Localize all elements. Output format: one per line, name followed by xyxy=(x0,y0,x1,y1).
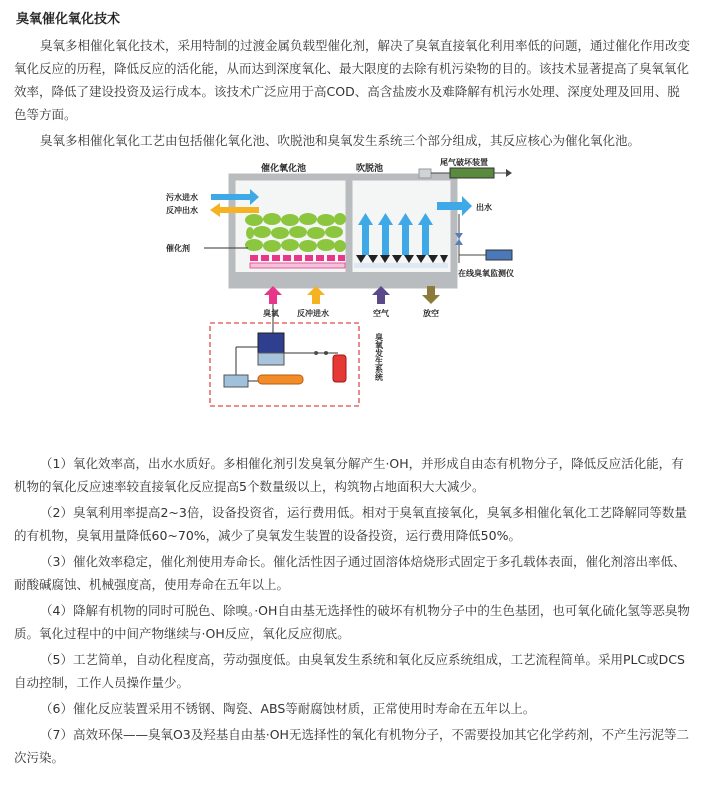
feature-item-4: （4）降解有机物的同时可脱色、除嗅。·OH自由基无选择性的破坏有机物分子中的生色基团，也可氧化硫化氢等恶臭物质。氧化过程中的中间产物继续与·OH反应，氧化反应彻底。 xyxy=(14,603,690,641)
label-catalytic-tank: 催化氧化池 xyxy=(261,164,307,174)
catalyst-bed xyxy=(245,213,346,252)
backwash-in-arrow xyxy=(307,286,325,304)
oxygen-cylinder-icon xyxy=(333,355,346,382)
feature-list xyxy=(14,452,690,772)
label-catalyst: 催化剂 xyxy=(166,244,190,253)
feature-item-7: （7）高效环保——臭氧O3及羟基自由基·OH无选择性的氧化有机物分子，不需要投加其它化学药剂，不产生污泥等二次污染。 xyxy=(14,727,689,765)
air-tank-icon xyxy=(258,375,303,384)
drain-arrow xyxy=(422,286,440,304)
label-drain: 放空 xyxy=(423,309,439,318)
label-backwash-in: 反冲进水 xyxy=(297,309,329,318)
label-stripping-tank: 吹脱池 xyxy=(356,164,384,174)
label-backwash-out: 反冲出水 xyxy=(166,206,198,215)
page-title: 臭氧催化氧化技术 xyxy=(16,12,121,27)
tank-floor xyxy=(232,272,454,285)
intro-paragraph-1: 臭氧多相催化氧化技术，采用特制的过渡金属负载型催化剂，解决了臭氧直接氧化利用率低的问题，通过催化作用改变氧化反应的历程，降低反应的活化能，从而达到深度氧化、最大限度的去除有机污染物的目的。该技术显著提高了臭氧氧化效率，降低了建设投资及运行成本。该技术广泛应用于高COD、高含盐废水及难降解有机污水处理、深度处理及回用、脱色等方面。 xyxy=(14,38,691,122)
air-in-arrow xyxy=(372,286,390,304)
ozone-generator-icon xyxy=(258,333,284,353)
label-water-out: 出水 xyxy=(476,203,492,212)
ozone-in-arrow xyxy=(264,286,282,304)
tail-gas-cap xyxy=(419,169,431,178)
intro-paragraph-2: 臭氧多相催化氧化工艺由包括催化氧化池、吹脱池和臭氧发生系统三个部分组成，其反应核心为催化氧化池。 xyxy=(40,133,641,148)
process-diagram xyxy=(166,157,542,415)
feature-item-2: （2）臭氧利用率提高2~3倍，设备投资省，运行费用低。相对于臭氧直接氧化，臭氧多相催化氧化工艺降解同等数量的有机物，臭氧用量降低60~70%，减少了臭氧发生装置的设备投资，运行费用降低50%。 xyxy=(14,505,687,543)
feature-item-5: （5）工艺简单，自动化程度高，劳动强度低。由臭氧发生系统和氧化反应系统组成，工艺流程简单。采用PLC或DCS自动控制，工作人员操作量少。 xyxy=(14,652,685,690)
label-ozone-system: 臭氧发生系统 xyxy=(374,333,384,381)
ozone-monitor-icon xyxy=(486,250,512,260)
feature-item-1: （1）氧化效率高，出水水质好。多相催化剂引发臭氧分解产生·OH，并形成自由态有机物分子，降低反应活化能，有机物的氧化反应速率较直接氧化反应提高5个数量级以上，构筑物占地面积大大减少。 xyxy=(14,456,684,494)
label-sewage-in: 污水进水 xyxy=(166,193,198,202)
label-tail-gas: 尾气破坏装置 xyxy=(440,158,488,167)
feature-item-3: （3）催化效率稳定，催化剂使用寿命长。催化活性因子通过固溶体焙烧形式固定于多孔载体表面，催化剂溶出率低、耐酸碱腐蚀、机械强度高，使用寿命在五年以上。 xyxy=(14,554,686,592)
compressor-icon xyxy=(224,375,248,387)
label-monitor: 在线臭氧监测仪 xyxy=(458,269,514,278)
tail-gas-device-icon xyxy=(450,168,494,178)
feature-item-6: （6）催化反应装置采用不锈钢、陶瓷、ABS等耐腐蚀材质，正常使用时寿命在五年以上。 xyxy=(40,701,536,716)
label-ozone: 臭氧 xyxy=(263,309,279,318)
label-air: 空气 xyxy=(373,309,389,318)
